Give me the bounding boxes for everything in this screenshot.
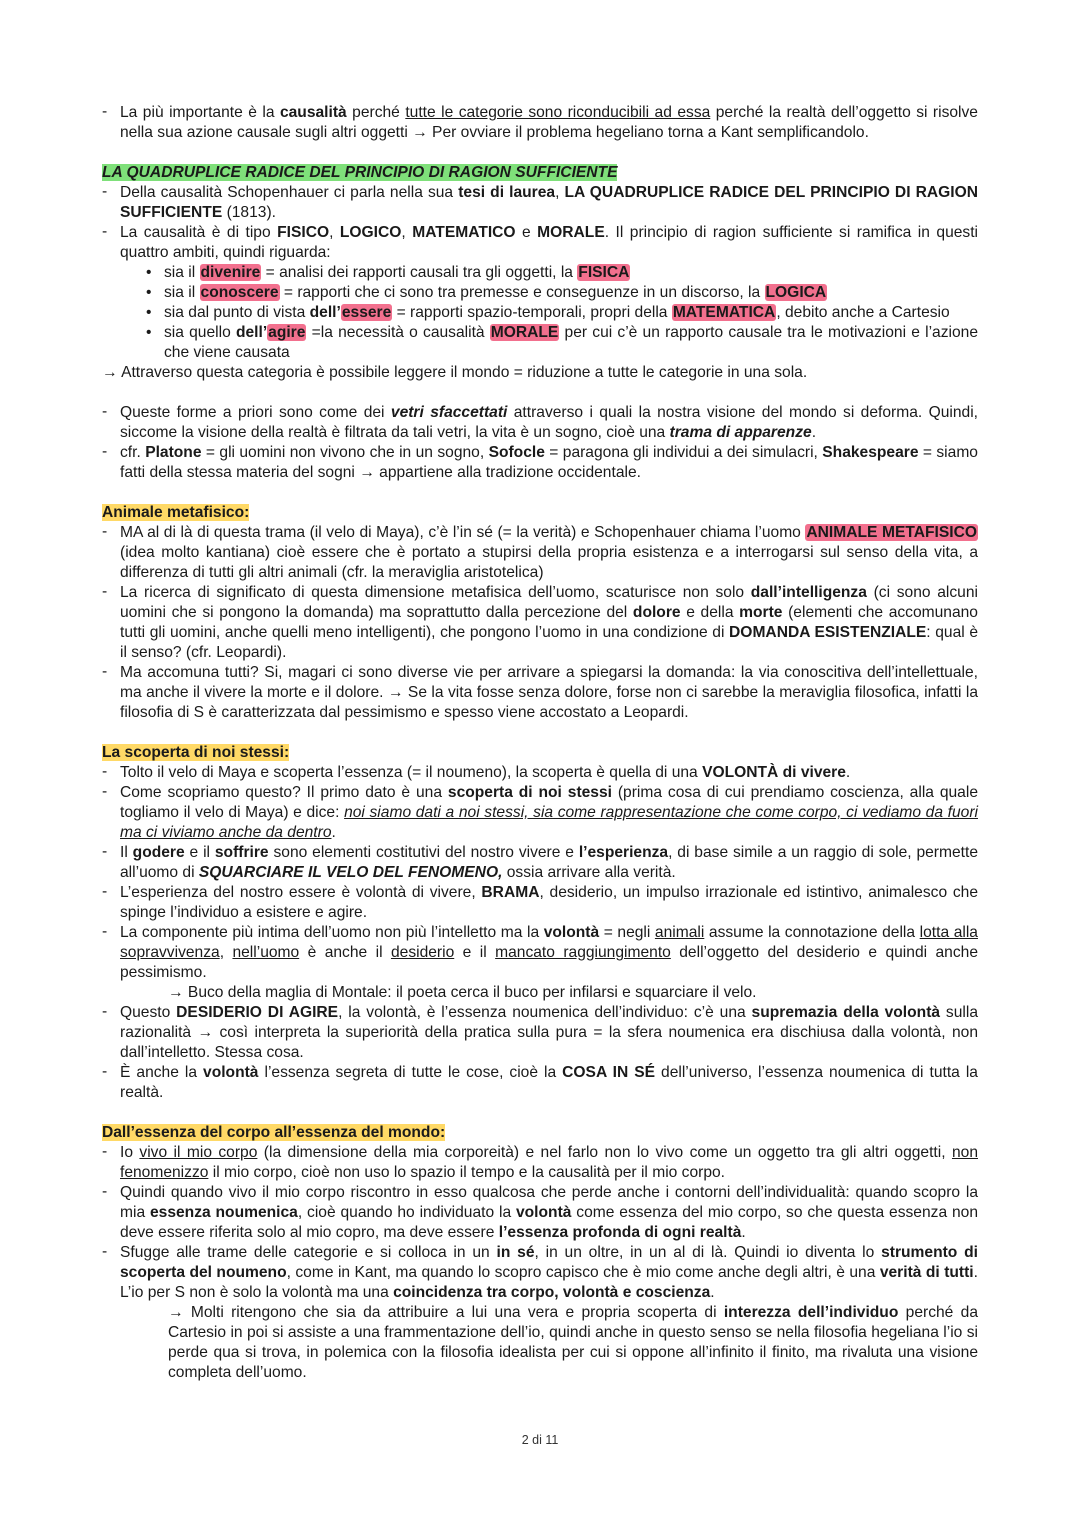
paragraph: - L’esperienza del nostro essere è volontà di vivere, BRAMA, desiderio, un impulso irrazionale ed istintivo, animalesco che spinge l’individuo a esistere e agire. [102, 883, 978, 923]
paragraph: - Tolto il velo di Maya e scoperta l’essenza (= il noumeno), la scoperta è quella di una VOLONTÀ di vivere. [102, 763, 978, 783]
section-heading: LA QUADRUPLICE RADICE DEL PRINCIPIO DI RAGION SUFFICIENTE [102, 164, 618, 181]
arrow-note: → Buco della maglia di Montale: il poeta cerca il buco per infilarsi e squarciare il velo. [168, 984, 757, 1001]
page-number: 2 di 11 [521, 1433, 559, 1447]
paragraph: - La componente più intima dell’uomo non più l’intelletto ma la volontà = negli animali assume la connotazione della lotta alla sopravvivenza, nell’uomo è anche il desiderio e il mancato raggiungimento dell’oggetto del desiderio e quindi anche pessimismo. [102, 923, 978, 983]
paragraph: - cfr. Platone = gli uomini non vivono che in un sogno, Sofocle = paragona gli individui a dei simulacri, Shakespeare = siamo fatti della stessa materia del sogni → appartiene alla tradizione occidentale. [102, 443, 978, 483]
bullet-item: • sia quello dell’agire =la necessità o causalità MORALE per cui c’è un rapporto causale tra le motivazioni e l’azione che viene causata [102, 323, 978, 363]
paragraph: - Il godere e il soffrire sono elementi costitutivi del nostro vivere e l’esperienza, di base simile a un raggio di sole, permette all’uomo di SQUARCIARE IL VELO DEL FENOMENO, ossia arrivare alla verità. [102, 843, 978, 883]
paragraph: - È anche la volontà l’essenza segreta di tutte le cose, cioè la COSA IN SÉ dell’universo, l’essenza noumenica di tutta la realtà. [102, 1063, 978, 1103]
paragraph: - La ricerca di significato di questa dimensione metafisica dell’uomo, scaturisce non solo dall’intelligenza (ci sono alcuni uomini che si pongono la domanda) ma soprattutto dalla percezione del dolore e della morte (elementi che accomunano tutti gli uomini, anche quelli meno intelligenti), che pongono l’uomo in una condizione di DOMANDA ESISTENZIALE: qual è il senso? (cfr. Leopardi). [102, 583, 978, 663]
section-heading: Dall’essenza del corpo all’essenza del mondo: [102, 1124, 446, 1141]
paragraph: - Questo DESIDERIO DI AGIRE, la volontà, è l’essenza noumenica dell’individuo: c’è una supremazia della volontà sulla razionalità → così interpreta la superiorità della pratica sulla pura = la sfera noumenica era dischiusa dalla volontà, non dall’intelletto. Stessa cosa. [102, 1003, 978, 1063]
paragraph: - Come scopriamo questo? Il primo dato è una scoperta di noi stessi (prima cosa di cui prendiamo coscienza, alla quale togliamo il velo di Maya) e dice: noi siamo dati a noi stessi, sia come rappresentazione che come corpo, ci vediamo da fuori ma ci viviamo anche da dentro. [102, 783, 978, 843]
bullet-item: • sia il conoscere = rapporti che ci sono tra premesse e conseguenze in un discorso, la LOGICA [102, 283, 978, 303]
document-page [102, 103, 978, 1383]
paragraph: - La più importante è la causalità perché tutte le categorie sono riconducibili ad essa perché la realtà dell’oggetto si risolve nella sua azione causale sugli altri oggetti → Per ovviare il problema hegeliano torna a Kant semplificandolo. [102, 103, 978, 143]
arrow-note: → Molti ritengono che sia da attribuire a lui una vera e propria scoperta di interezza dell’individuo perché da Cartesio in poi si assiste a una frammentazione dell’io, quindi anche in questo senso se nella filosofia hegeliana l’io si perde qua si trova, in polemica con la filosofia idealista per cui si oppone all’infinito il finito, ma rivaluta una visione completa dell’uomo. [168, 1304, 978, 1381]
bullet-item: • sia dal punto di vista dell’essere = rapporti spazio-temporali, propri della MATEMATICA, debito anche a Cartesio [102, 303, 978, 323]
paragraph: - Io vivo il mio corpo (la dimensione della mia corporeità) e nel farlo non lo vivo come un oggetto tra gli altri oggetti, non fenomenizzo il mio corpo, cioè non uso lo spazio il tempo e la causalità per il mio corpo. [102, 1143, 978, 1183]
paragraph: - Queste forme a priori sono come dei vetri sfaccettati attraverso i quali la nostra visione del mondo si deforma. Quindi, siccome la visione della realtà è filtrata da tali vetri, la vita è un sogno, cioè una trama di apparenze. [102, 403, 978, 443]
section-heading: La scoperta di noi stessi: [102, 744, 290, 761]
paragraph: - La causalità è di tipo FISICO, LOGICO, MATEMATICO e MORALE. Il principio di ragion sufficiente si ramifica in questi quattro ambiti, quindi riguarda: [102, 223, 978, 263]
paragraph: - Ma accomuna tutti? Si, magari ci sono diverse vie per arrivare a spiegarsi la domanda: la via conoscitiva dell’intellettuale, ma anche il vivere la morte e il dolore. → Se la vita fosse senza dolore, forse non ci sarebbe la meraviglia filosofica, infatti la filosofia di S è caratterizzata dal pessimismo e spesso viene accostato a Leopardi. [102, 663, 978, 723]
paragraph: - Sfugge alle trame delle categorie e si colloca in un in sé, in un oltre, in un al di là. Quindi io diventa lo strumento di scoperta del noumeno, come in Kant, ma quando lo scopro capisco che è mio come anche degli altri, è una verità di tutti. L’io per S non è solo la volontà ma una coincidenza tra corpo, volontà e coscienza. [102, 1243, 978, 1303]
section-heading: Animale metafisico: [102, 504, 250, 521]
arrow-note: → Attraverso questa categoria è possibile leggere il mondo = riduzione a tutte le categorie in una sola. [102, 364, 808, 381]
bullet-item: • sia il divenire = analisi dei rapporti causali tra gli oggetti, la FISICA [102, 263, 978, 283]
paragraph: - MA al di là di questa trama (il velo di Maya), c’è l’in sé (= la verità) e Schopenhauer chiama l’uomo ANIMALE METAFISICO (idea molto kantiana) cioè essere che è portato a stupirsi della propria esistenza e a interrogarsi sul senso della vita, a differenza di tutti gli altri animali (cfr. la meraviglia aristotelica) [102, 523, 978, 583]
paragraph: - Della causalità Schopenhauer ci parla nella sua tesi di laurea, LA QUADRUPLICE RADICE DEL PRINCIPIO DI RAGION SUFFICIENTE (1813). [102, 183, 978, 223]
paragraph: - Quindi quando vivo il mio corpo riscontro in esso qualcosa che perde anche i contorni dell’individualità: quando scopro la mia essenza noumenica, cioè quando ho individuato la volontà come essenza del mio corpo, so che questa essenza non deve essere riferita solo al mio copro, ma deve essere l’essenza profonda di ogni realtà. [102, 1183, 978, 1243]
